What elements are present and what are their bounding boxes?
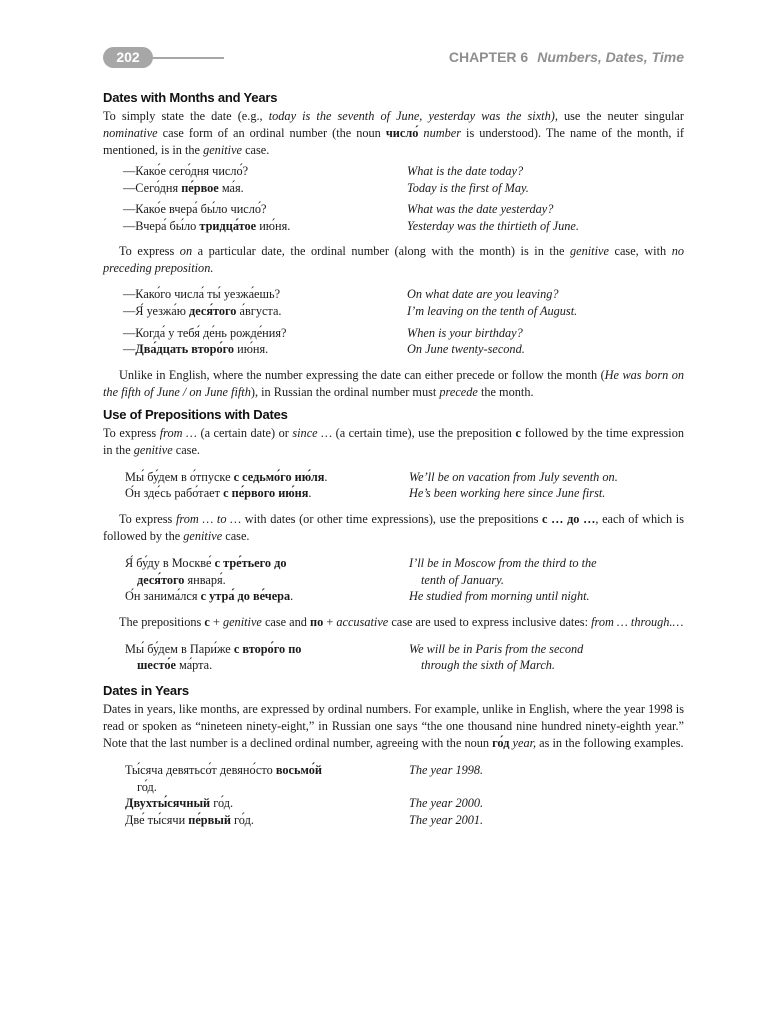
section-heading-years: Dates in Years bbox=[103, 682, 189, 698]
page-number-badge: 202 bbox=[103, 47, 153, 68]
example-block bbox=[103, 469, 684, 502]
example-block bbox=[103, 762, 684, 828]
example-row: шесто́е ма́рта. through the sixth of March. bbox=[137, 658, 555, 673]
example-pair: —Когда́ у тебя́ де́нь рожде́ния? When is your birthday? —Два́дцать второ́го ию́ня. On June twenty-second. bbox=[123, 325, 525, 357]
example-row: О́н занима́лся с утра́ до ве́чера. He studied from morning until night. bbox=[125, 589, 590, 604]
section-heading-prepositions: Use of Prepositions with Dates bbox=[103, 406, 288, 422]
header-rule bbox=[150, 57, 224, 59]
paragraph: To express on a particular date, the ordinal number (along with the month) is in the genitive case, with no preceding preposition. bbox=[103, 244, 684, 276]
paragraph: To express from … (a certain date) or since … (a certain time), use the preposition с followed by the time expression in the genitive case. bbox=[103, 425, 684, 457]
example-pair: —Како́го числа́ ты́ уезжа́ешь? On what date are you leaving? —Я́ уезжа́ю деся́того а́вгуста. I’m leaving on the tenth of August. bbox=[123, 287, 578, 318]
example-block bbox=[103, 163, 684, 234]
example-row: деся́того января́. tenth of January. bbox=[137, 572, 504, 587]
paragraph: To express from … to … with dates (or other time expressions), use the prepositions с … до …, each of which is followed by the genitive case. bbox=[103, 511, 684, 543]
example-row: О́н зде́сь рабо́тает с пе́рвого ию́ня. He’s been working here since June first. bbox=[125, 486, 606, 501]
example-row: Ты́сяча девятьсо́т девяно́сто восьмо́й The year 1998. bbox=[125, 762, 484, 777]
example-pair: —Како́е вчера́ бы́ло число́? What was the date yesterday? —Вчера́ бы́ло тридца́тое ию́ня. Yesterday was the thirtieth of June. bbox=[123, 202, 579, 233]
chapter-label: CHAPTER 6 bbox=[448, 49, 529, 65]
running-head bbox=[449, 49, 684, 65]
paragraph: The prepositions с + genitive case and по + accusative case are used to express inclusive dates: from … through.… bbox=[119, 614, 684, 629]
example-block bbox=[103, 555, 684, 605]
example-row: Я́ бу́ду в Москве́ с тре́тьего до I’ll be in Moscow from the third to the bbox=[125, 555, 597, 570]
paragraph: To simply state the date (e.g., today is the seventh of June, yesterday was the sixth), use the neuter singular nominative case form of an ordinal number (the noun число́ number is understood). The name of the month, if mentioned, is in the genitive case. bbox=[103, 109, 684, 157]
chapter-title: Numbers, Dates, Time bbox=[537, 49, 684, 65]
paragraph: Unlike in English, where the number expressing the date can either precede or follow the month (He was born on the fifth of June / on June fifth), in Russian the ordinal number must precede the month. bbox=[103, 367, 685, 399]
example-row: го́д. bbox=[137, 779, 157, 794]
page-body bbox=[103, 90, 684, 828]
page-header bbox=[0, 0, 783, 70]
example-row: Мы́ бу́дем в Пари́же с второ́го по We will be in Paris from the second bbox=[125, 641, 584, 656]
example-row: Двухты́сячный го́д. The year 2000. bbox=[125, 796, 484, 811]
paragraph: Dates in years, like months, are expressed by ordinal numbers. For example, unlike in English, where the year 1998 is read or spoken as “nineteen ninety-eight,” in Russian one says “the one thousand nine hundred ninety-eighth year.” Note that the last number is a declined ordinal number, agreeing with the noun го́д year, as in the following examples. bbox=[103, 701, 684, 750]
example-block bbox=[103, 286, 684, 357]
example-row: Мы́ бу́дем в о́тпуске с седьмо́го ию́ля. We’ll be on vacation from July seventh on. bbox=[125, 469, 618, 484]
example-row: Две́ ты́сячи пе́рвый го́д. The year 2001. bbox=[125, 812, 484, 827]
section-heading-dates-months-years: Dates with Months and Years bbox=[103, 90, 278, 105]
example-pair: —Како́е сего́дня число́? What is the date today? —Сего́дня пе́рвое ма́я. Today is the first of May. bbox=[123, 164, 529, 195]
example-block bbox=[103, 641, 684, 674]
